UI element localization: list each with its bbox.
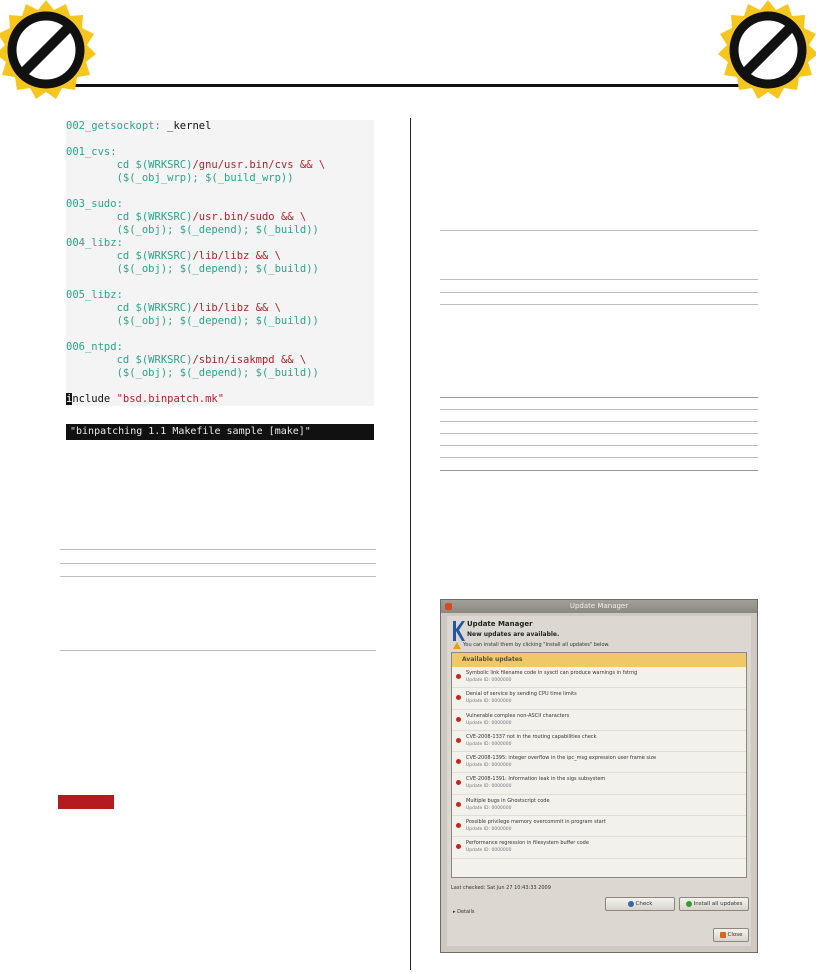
update-id: Update ID: 0000000 <box>466 741 512 747</box>
editor-status-bar: "binpatching 1.1 Makefile sample [make]" <box>66 424 374 440</box>
security-update-icon <box>456 780 461 785</box>
list-item[interactable] <box>452 773 746 794</box>
warning-icon <box>453 642 461 649</box>
code-line <box>66 198 374 211</box>
table-rule <box>440 292 758 293</box>
code-token: /lib/libz <box>192 250 250 262</box>
code-token: 005_libz: <box>66 289 123 301</box>
code-line <box>66 354 374 367</box>
code-token: ($(_obj); $(_depend); $(_build)) <box>66 315 319 327</box>
code-token: && \ <box>249 250 281 262</box>
table-rule <box>440 397 758 398</box>
code-line <box>66 237 374 250</box>
code-token: /usr.bin/sudo <box>192 211 275 223</box>
list-item[interactable] <box>452 752 746 773</box>
code-line <box>66 146 374 159</box>
update-id: Update ID: 0000000 <box>466 784 512 790</box>
security-update-icon <box>456 844 461 849</box>
code-line <box>66 120 374 133</box>
code-token: ($(_obj); $(_depend); $(_build)) <box>66 224 319 236</box>
security-update-icon <box>456 759 461 764</box>
code-token: /lib/libz <box>192 302 250 314</box>
refresh-icon <box>628 901 634 907</box>
code-token: cd $(WRKSRC) <box>66 302 193 314</box>
update-title: CVE-2008-1395: integer overflow in the ipc_msg expression user frame size <box>466 755 657 762</box>
table-rule <box>440 279 758 280</box>
makefile-code-listing <box>66 120 374 406</box>
app-hint: You can install them by clicking "Install all updates" below. <box>463 642 610 648</box>
table-rule <box>60 576 376 577</box>
code-token: 006_ntpd: <box>66 341 123 353</box>
close-button[interactable]: Close <box>713 928 749 942</box>
table-rule <box>60 563 376 564</box>
table-rule <box>60 549 376 550</box>
list-item[interactable] <box>452 731 746 752</box>
install-all-updates-button[interactable]: Install all updates <box>679 897 749 911</box>
security-update-icon <box>456 802 461 807</box>
code-line <box>66 185 374 198</box>
window-titlebar[interactable] <box>441 600 757 613</box>
no-entry-sign-icon <box>716 0 816 102</box>
updates-list-header: Available updates <box>452 653 746 667</box>
security-update-icon <box>456 695 461 700</box>
code-line <box>66 328 374 341</box>
security-update-icon <box>456 674 461 679</box>
update-id: Update ID: 0000000 <box>466 848 512 854</box>
no-entry-sign-icon <box>0 0 98 102</box>
code-line <box>66 172 374 185</box>
update-title: Symbolic link filename code in sysctl can produce warnings in fstrng <box>466 670 638 676</box>
update-title: Vulnerable complex non-ASCII characters <box>466 712 570 719</box>
kubuntu-logo-icon <box>451 620 465 642</box>
table-rule <box>60 650 376 651</box>
code-token: 002_getsockopt: <box>66 120 168 132</box>
text-cursor: i <box>66 393 73 405</box>
update-title: CVE-2008-1391: Information leak in the sigs subsystem <box>466 776 606 783</box>
code-line <box>66 367 374 380</box>
app-menu-icon[interactable] <box>445 603 452 610</box>
code-token: 004_libz: <box>66 237 123 249</box>
code-token: && \ <box>274 211 307 223</box>
code-token: cd $(WRKSRC) <box>66 250 193 262</box>
code-line <box>66 276 374 289</box>
table-rule <box>440 409 758 410</box>
update-manager-window <box>440 599 758 953</box>
section-tag <box>58 795 114 809</box>
app-subtitle: New updates are available. <box>467 631 560 638</box>
code-token: 001_cvs: <box>66 146 117 158</box>
window-body <box>447 616 751 946</box>
update-title: Possible privilege memory overcommit in program start <box>466 819 606 826</box>
code-line <box>66 393 374 406</box>
update-id: Update ID: 0000000 <box>466 763 512 769</box>
updates-list[interactable] <box>451 652 747 878</box>
table-rule <box>440 457 758 458</box>
code-line <box>66 263 374 276</box>
code-token: ($(_obj_wrp); $(_build_wrp)) <box>66 172 294 184</box>
expander-arrow-icon: ▸ <box>453 909 458 915</box>
security-update-icon <box>456 738 461 743</box>
update-id: Update ID: 0000000 <box>466 720 512 726</box>
close-icon <box>720 932 726 938</box>
header-rule <box>60 84 760 87</box>
security-update-icon <box>456 717 461 722</box>
code-line <box>66 159 374 172</box>
table-rule <box>440 230 758 231</box>
code-line <box>66 302 374 315</box>
last-checked-text: Last checked: Sat Jun 27 10:43:33 2009 <box>451 885 551 891</box>
column-divider <box>410 118 411 970</box>
table-rule <box>440 421 758 422</box>
security-update-icon <box>456 823 461 828</box>
details-expander[interactable]: ▸ Details <box>453 909 475 915</box>
update-id: Update ID: 0000000 <box>466 678 512 683</box>
table-rule <box>440 470 758 471</box>
check-button[interactable]: Check <box>605 897 675 911</box>
code-token: "bsd.binpatch.mk" <box>110 393 225 405</box>
list-item[interactable] <box>452 710 746 731</box>
code-token: cd $(WRKSRC) <box>66 211 193 223</box>
list-item[interactable] <box>452 837 746 858</box>
code-token: _kernel <box>167 120 212 132</box>
code-line <box>66 224 374 237</box>
update-title: Performance regression in filesystem buffer code <box>466 840 589 847</box>
code-token: && \ <box>293 159 326 171</box>
code-line <box>66 315 374 328</box>
code-token: ($(_obj); $(_depend); $(_build)) <box>66 263 319 275</box>
code-token: 003_sudo: <box>66 198 123 210</box>
update-title: CVE-2008-1337 not in the routing capabilities check <box>466 733 597 740</box>
list-item[interactable] <box>452 816 746 837</box>
update-id: Update ID: 0000000 <box>466 805 512 811</box>
table-rule <box>440 304 758 305</box>
code-line <box>66 289 374 302</box>
checkmark-icon <box>686 901 692 907</box>
code-token: cd $(WRKSRC) <box>66 159 193 171</box>
window-title: Update Manager <box>569 602 629 610</box>
code-token: cd $(WRKSRC) <box>66 354 193 366</box>
code-token: /sbin/isakmpd <box>192 354 275 366</box>
app-title: Update Manager <box>467 620 533 628</box>
table-rule <box>440 433 758 434</box>
code-line <box>66 211 374 224</box>
table-rule <box>440 445 758 446</box>
code-line <box>66 341 374 354</box>
list-item[interactable] <box>452 667 746 688</box>
update-id: Update ID: 0000000 <box>466 699 512 705</box>
code-line <box>66 133 374 146</box>
code-token: ($(_obj); $(_depend); $(_build)) <box>66 367 319 379</box>
code-token: && \ <box>274 354 307 366</box>
code-line <box>66 250 374 263</box>
code-token: && \ <box>249 302 281 314</box>
code-token: nclude <box>72 393 111 405</box>
list-item[interactable] <box>452 688 746 709</box>
code-token: /gnu/usr.bin/cvs <box>192 159 294 171</box>
list-item[interactable] <box>452 795 746 816</box>
code-line <box>66 380 374 393</box>
update-title: Multiple bugs in Ghostscript code <box>466 797 550 804</box>
update-title: Denial of service by sending CPU time limits <box>466 691 577 698</box>
update-id: Update ID: 0000000 <box>466 827 512 833</box>
